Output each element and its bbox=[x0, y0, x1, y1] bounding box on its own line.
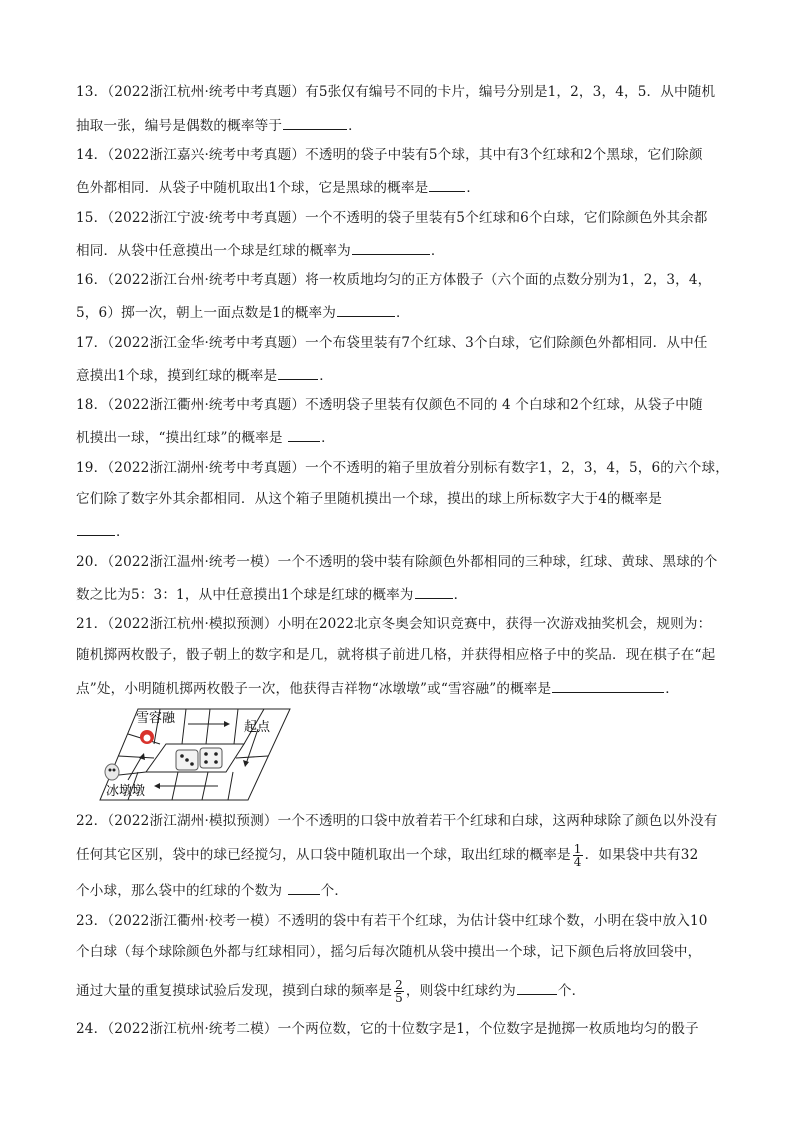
q15-tail: ． bbox=[430, 243, 445, 259]
q15-line-1: 15．（2022浙江宁波·统考中考真题）一个不透明的袋子里装有5个红球和6个白球，它们除颜色外其余都 bbox=[76, 210, 708, 226]
answer-blank bbox=[517, 979, 557, 995]
q20-line-2 bbox=[76, 583, 467, 605]
q13-tail: ． bbox=[348, 118, 362, 134]
answer-blank bbox=[278, 364, 318, 380]
q20-line-1: 20．（2022浙江温州·统考一模）一个不透明的袋中装有除颜色外都相同的三种球，红球、黄球、黑球的个 bbox=[76, 554, 718, 570]
label-bingdundun: 冰墩墩 bbox=[106, 784, 146, 799]
q23-line-1: 23．（2022浙江衢州·校考一模）不透明的袋中有若干个红球，为估计袋中红球个数，小明在袋中放入10 bbox=[76, 913, 708, 929]
q16-line-2 bbox=[76, 301, 410, 323]
answer-blank bbox=[352, 239, 430, 255]
q23-after-frac: ，则袋中红球约为 bbox=[405, 983, 516, 999]
q23-line-3 bbox=[76, 979, 585, 1004]
q21-line-3 bbox=[76, 677, 679, 699]
answer-blank bbox=[552, 677, 664, 693]
answer-blank bbox=[429, 176, 465, 192]
q19-line-3 bbox=[76, 520, 130, 542]
label-start: 起点 bbox=[244, 720, 271, 735]
q22-line-3 bbox=[76, 879, 348, 901]
q16-tail: ． bbox=[396, 305, 410, 321]
q13-text: 抽取一张，编号是偶数的概率等于 bbox=[76, 118, 283, 134]
answer-blank bbox=[337, 301, 395, 317]
q20-text: 数之比为5：3：1，从中任意摸出1个球是红球的概率为 bbox=[76, 587, 414, 603]
answer-blank bbox=[288, 426, 320, 442]
q15-text: 相同．从袋中任意摸出一个球是红球的概率为 bbox=[76, 243, 351, 259]
q22-text-3: 个小球，那么袋中的红球的个数为 bbox=[76, 883, 287, 899]
label-xuerongrong: 雪容融 bbox=[136, 711, 176, 726]
q19-line-2: 它们除了数字外其余都相同．从这个箱子里随机摸出一个球，摸出的球上所标数字大于4的概率是 bbox=[76, 491, 663, 507]
q22-line-2 bbox=[76, 843, 698, 868]
q19-tail: ． bbox=[116, 524, 130, 540]
fraction-two-fifths bbox=[394, 979, 404, 1004]
q21-tail: ． bbox=[665, 681, 680, 697]
q17-line-2 bbox=[76, 364, 333, 386]
answer-blank bbox=[283, 114, 347, 130]
game-board-figure bbox=[98, 704, 298, 804]
answer-blank bbox=[415, 583, 453, 599]
q14-tail: ． bbox=[466, 180, 481, 196]
xuerongrong-icon bbox=[140, 730, 154, 744]
frac-num: 2 bbox=[395, 978, 403, 992]
answer-blank bbox=[288, 879, 320, 895]
q22-text: 任何其它区别，袋中的球已经搅匀，从口袋中随机取出一个球，取出红球的概率是 bbox=[76, 847, 571, 863]
q13-line-2 bbox=[76, 114, 362, 136]
q14-text: 色外都相同．从袋子中随机取出1个球，它是黑球的概率是 bbox=[76, 180, 429, 196]
q18-line-1: 18．（2022浙江衢州·统考中考真题）不透明袋子里装有仅颜色不同的 4 个白球和2个红球，从袋子中随 bbox=[76, 397, 703, 413]
frac-den: 5 bbox=[395, 991, 403, 1005]
q21-text: 点”处，小明随机掷两枚骰子一次，他获得吉祥物“冰墩墩”或“雪容融”的概率是 bbox=[76, 681, 552, 697]
bingdundun-icon bbox=[105, 764, 119, 780]
q22-tail: 个． bbox=[320, 883, 349, 899]
q21-line-1: 21．（2022浙江杭州·模拟预测）小明在2022北京冬奥会知识竞赛中，获得一次游戏抽奖机会，规则为： bbox=[76, 616, 712, 632]
q17-text: 意摸出1个球，摸到红球的概率是 bbox=[76, 368, 278, 384]
q14-line-2 bbox=[76, 176, 480, 198]
q21-line-2: 随机掷两枚骰子，骰子朝上的数字和是几，就将棋子前进几格，并获得相应格子中的奖品．现在棋子在“起 bbox=[76, 647, 716, 663]
q18-line-2 bbox=[76, 426, 335, 448]
q18-text: 机摸出一球，“摸出红球”的概率是 bbox=[76, 430, 288, 446]
q23-line-2: 个白球（每个球除颜色外都与红球相同），摇匀后每次随机从袋中摸出一个球，记下颜色后将放回袋中， bbox=[76, 944, 702, 960]
q15-line-2 bbox=[76, 239, 445, 261]
frac-den: 4 bbox=[573, 855, 582, 869]
frac-num: 1 bbox=[573, 842, 582, 856]
answer-blank bbox=[77, 520, 115, 536]
q23-tail: 个． bbox=[557, 983, 586, 999]
q17-line-1: 17．（2022浙江金华·统考中考真题）一个布袋里装有7个红球、3个白球，它们除颜色外都相同．从中任 bbox=[76, 335, 708, 351]
q23-text: 通过大量的重复摸球试验后发现，摸到白球的频率是 bbox=[76, 983, 393, 999]
q14-line-1: 14．（2022浙江嘉兴·统考中考真题）不透明的袋子中装有5个球，其中有3个红球和2个黑球，它们除颜 bbox=[76, 147, 703, 163]
q22-line-1: 22．（2022浙江湖州·模拟预测）一个不透明的口袋中放着若干个红球和白球，这两种球除了颜色以外没有 bbox=[76, 813, 718, 829]
q22-after-frac: ．如果袋中共有32 bbox=[584, 847, 699, 863]
q18-tail: ． bbox=[321, 430, 335, 446]
q20-tail: ． bbox=[453, 587, 468, 603]
q16-line-1: 16．（2022浙江台州·统考中考真题）将一枚质地均匀的正方体骰子（六个面的点数分别为1，2，3，4， bbox=[76, 272, 712, 288]
q13-line-1: 13．（2022浙江杭州·统考中考真题）有5张仅有编号不同的卡片，编号分别是1，2，3，4，5．从中随机 bbox=[76, 84, 716, 100]
q17-tail: ． bbox=[319, 368, 333, 384]
dice bbox=[176, 748, 222, 770]
q24-line-1: 24．（2022浙江杭州·统考二模）一个两位数，它的十位数字是1，个位数字是抛掷一枚质地均匀的骰子 bbox=[76, 1021, 699, 1037]
q19-line-1: 19．（2022浙江湖州·统考中考真题）一个不透明的箱子里放着分别标有数字1，2，3，4，5，6的六个球， bbox=[76, 460, 730, 476]
fraction-one-quarter bbox=[573, 843, 583, 868]
q16-text: 5，6）掷一次，朝上一面点数是1的概率为 bbox=[76, 305, 337, 321]
